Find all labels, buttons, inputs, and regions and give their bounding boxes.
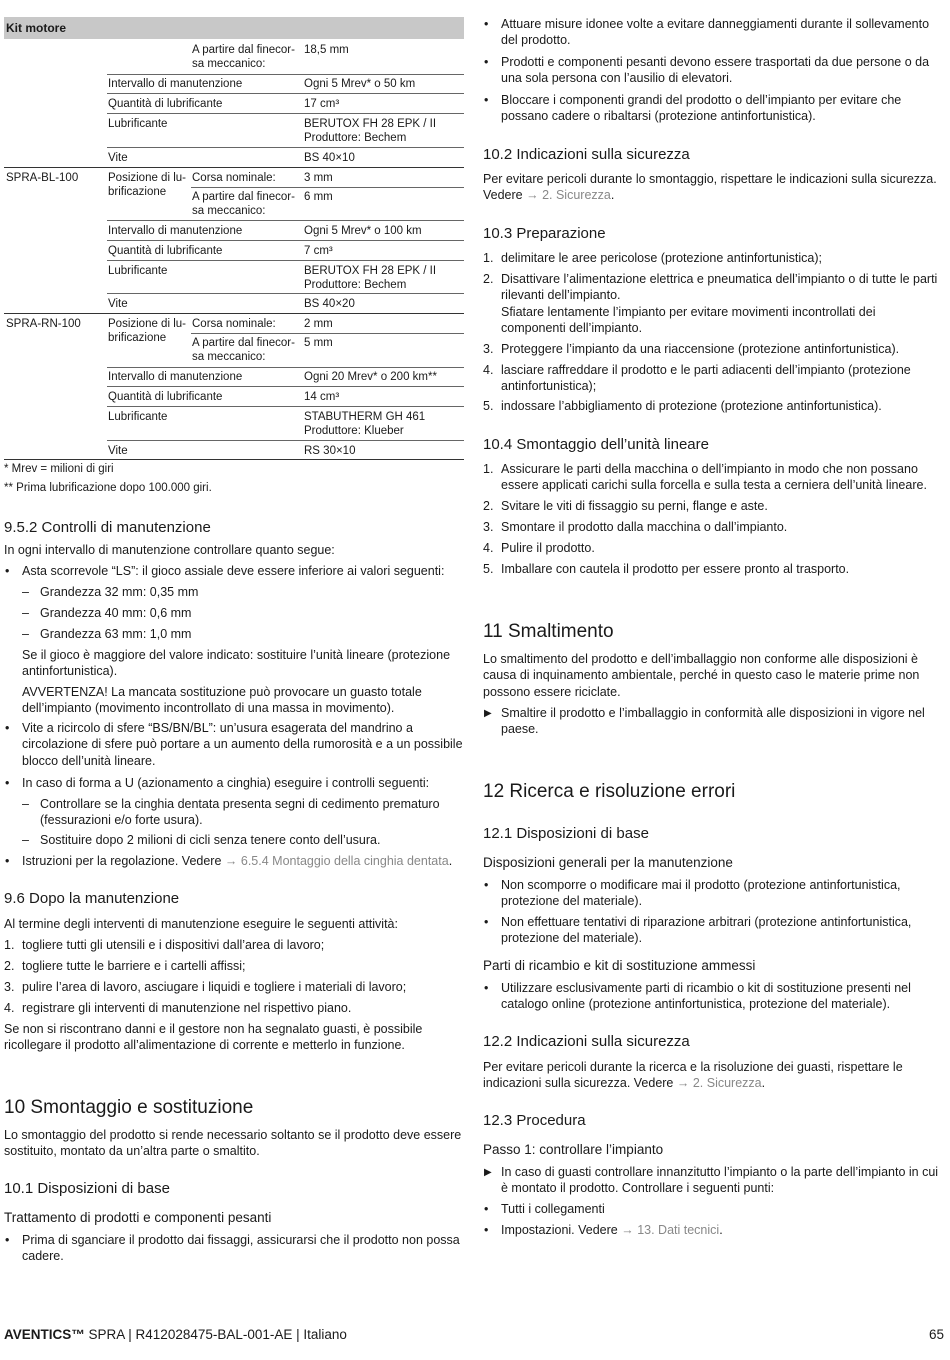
list-item: • Prima di sganciare il prodotto dai fissaggi, assicurarsi che il prodotto non possa cadere. bbox=[5, 1233, 460, 1264]
paragraph: Lo smaltimento del prodotto e dell’imballaggio non conforme alle disposizioni è causa di inquinamento ambientale, perché in questo caso le materie prime non possono essere riciclate. bbox=[483, 652, 920, 699]
list-item: • Bloccare i componenti grandi del prodotto o dell’impianto per evitare che possano cadere o ribaltarsi (protezione antinfortunistica). bbox=[484, 93, 902, 124]
action-item: ▶ Smaltire il prodotto e l’imballaggio in conformità alle disposizioni in vigore nel paese. bbox=[484, 706, 925, 737]
table-cell: Lubrificante bbox=[108, 118, 168, 130]
table-cell: Vite bbox=[108, 152, 128, 164]
list-item: – Grandezza 32 mm: 0,35 mm bbox=[22, 585, 199, 599]
table-cell: Corsa nominale: bbox=[192, 172, 276, 184]
bullet-icon: • bbox=[484, 1202, 489, 1216]
subsection-heading: Trattamento di prodotti e componenti pesanti bbox=[4, 1210, 272, 1225]
list-item: • Attuare misure idonee volte a evitare danneggiamenti durante il sollevamento del prodotto. bbox=[484, 17, 930, 48]
table-footnote: ** Prima lubrificazione dopo 100.000 giri. bbox=[4, 482, 212, 494]
subsection-heading: Disposizioni generali per la manutenzione bbox=[483, 855, 733, 870]
paragraph: Per evitare pericoli durante lo smontaggio, rispettare le indicazioni sulla sicurezza. Vedere → 2. Sicurezza. bbox=[483, 172, 937, 203]
bullet-icon: • bbox=[484, 93, 489, 107]
list-item: 5. Imballare con cautela il prodotto per essere pronto al trasporto. bbox=[483, 562, 850, 576]
section-title: 10.3 Preparazione bbox=[483, 225, 606, 242]
cross-reference-link[interactable]: → 6.5.4 Montaggio della cinghia dentata bbox=[224, 854, 449, 868]
table-cell: Quantità di lubrificante bbox=[108, 391, 223, 403]
bullet-icon: • bbox=[484, 1223, 489, 1237]
list-item: • Vite a ricircolo di sfere “BS/BN/BL”: un’usura esagerata del mandrino a circolazione di sfere può portare a un aumento della rumorosità e a un possibile blocco dell’unità lineare. bbox=[5, 721, 463, 768]
table-cell: 3 mm bbox=[304, 172, 333, 184]
cross-reference-link[interactable]: → 13. Dati tecnici bbox=[621, 1223, 720, 1237]
page-number: 65 bbox=[928, 1327, 944, 1342]
list-item: – Grandezza 63 mm: 1,0 mm bbox=[22, 627, 192, 641]
bullet-icon: • bbox=[484, 878, 489, 892]
table-cell: Produttore: Klueber bbox=[304, 425, 404, 437]
table-cell: Intervallo di manutenzione bbox=[108, 225, 243, 237]
list-item: 3. Proteggere l’impianto da una riaccensione (protezione antinfortunistica). bbox=[483, 342, 900, 356]
paragraph: Lo smontaggio del prodotto si rende necessario soltanto se il prodotto deve essere sostituito, montato da un’altra parte o smaltito. bbox=[4, 1128, 462, 1159]
list-item: • Tutti i collegamenti bbox=[484, 1202, 605, 1216]
chapter-title: 11 Smaltimento bbox=[483, 621, 614, 642]
table-cell: A partire dal finecor-sa meccanico: bbox=[192, 337, 295, 363]
table-cell: Ogni 5 Mrev* o 100 km bbox=[304, 225, 422, 237]
table-cell: Ogni 20 Mrev* o 200 km** bbox=[304, 371, 437, 383]
table-cell: A partire dal finecor-sa meccanico: bbox=[192, 44, 295, 70]
list-item: 2. Svitare le viti di fissaggio su perni, flange e aste. bbox=[483, 499, 768, 513]
action-item: ▶ In caso di guasti controllare innanzitutto l’impianto o la parte dell’impianto in cui è montato il prodotto. Controllare i seguenti punti: bbox=[484, 1165, 939, 1196]
table-cell: Vite bbox=[108, 298, 128, 310]
table-cell: Intervallo di manutenzione bbox=[108, 371, 243, 383]
subsection-heading: Parti di ricambio e kit di sostituzione ammessi bbox=[483, 958, 756, 973]
section-title: 10.1 Disposizioni di base bbox=[4, 1180, 170, 1197]
list-item: 3. pulire l’area di lavoro, asciugare i liquidi e togliere i materiali di lavoro; bbox=[4, 980, 407, 994]
table-cell: Produttore: Bechem bbox=[304, 132, 407, 144]
list-item: – Sostituire dopo 2 milioni di cicli senza tenere conto dell’usura. bbox=[22, 833, 381, 847]
dash-icon: – bbox=[22, 606, 29, 620]
dash-icon: – bbox=[22, 797, 29, 811]
table-cell: Posizione di lu-brificazione bbox=[108, 318, 186, 344]
table-header: Kit motore bbox=[4, 17, 464, 39]
table-cell: 7 cm³ bbox=[304, 245, 333, 257]
section-title: 9.5.2 Controlli di manutenzione bbox=[4, 519, 211, 536]
paragraph: Per evitare pericoli durante la ricerca e la risoluzione dei guasti, rispettare le indicazioni sulla sicurezza. Vedere → 2. Sicurezza. bbox=[483, 1060, 903, 1091]
chapter-title: 12 Ricerca e risoluzione errori bbox=[483, 781, 736, 802]
list-item: 2. Disattivare l’alimentazione elettrica e pneumatica dell’impianto o di tutte le parti rilevanti dell’impianto. Sfiatare lentamente l’impianto per evitare movimenti incontrollati dei componenti dell’impianto. bbox=[483, 272, 938, 335]
warning-paragraph: AVVERTENZA! La mancata sostituzione può provocare un guasto totale dell’impianto (movimento incontrollato di una massa in movimento). bbox=[22, 685, 422, 716]
table-cell: 17 cm³ bbox=[304, 98, 340, 110]
table-cell: Ogni 5 Mrev* o 50 km bbox=[304, 78, 416, 90]
list-item: • Non effettuare tentativi di riparazione arbitrari (protezione antinfortunistica, protezione del materiale). bbox=[484, 915, 912, 946]
table-cell: Produttore: Bechem bbox=[304, 279, 407, 291]
cross-reference-link[interactable]: → 2. Sicurezza bbox=[526, 188, 611, 203]
table-cell: Intervallo di manutenzione bbox=[108, 78, 243, 90]
table-cell: BS 40×10 bbox=[304, 152, 355, 164]
table-cell: Posizione di lu-brificazione bbox=[108, 172, 186, 198]
section-title: 10.2 Indicazioni sulla sicurezza bbox=[483, 146, 690, 163]
bullet-icon: • bbox=[5, 776, 10, 790]
table-cell: Quantità di lubrificante bbox=[108, 98, 223, 110]
table-cell: 14 cm³ bbox=[304, 391, 340, 403]
list-item: 1. delimitare le aree pericolose (protezione antinfortunistica); bbox=[483, 251, 822, 265]
table-cell-model: SPRA-BL-100 bbox=[6, 172, 79, 184]
table-cell: Lubrificante bbox=[108, 265, 168, 277]
bullet-icon: • bbox=[484, 981, 489, 995]
list-item: • Non scomporre o modificare mai il prodotto (protezione antinfortunistica, protezione del materiale). bbox=[484, 878, 901, 909]
list-item: 1. Assicurare le parti della macchina o dell’impianto in modo che non possano essere applicati carichi sulla forcella e sulla testa a cerniera dell’unità lineare. bbox=[483, 462, 927, 493]
page-footer: AVENTICS™ SPRA | R412028475-BAL-001-AE | Italiano bbox=[4, 1327, 347, 1342]
section-title: 12.2 Indicazioni sulla sicurezza bbox=[483, 1033, 690, 1050]
list-item: • Impostazioni. Vedere → 13. Dati tecnici. bbox=[484, 1223, 723, 1237]
section-title: 10.4 Smontaggio dell’unità lineare bbox=[483, 436, 709, 453]
table-cell: STABUTHERM GH 461 bbox=[304, 411, 426, 423]
table-cell: Vite bbox=[108, 445, 128, 457]
table-cell: Corsa nominale: bbox=[192, 318, 276, 330]
bullet-icon: • bbox=[484, 17, 489, 31]
list-item: 5. indossare l’abbigliamento di protezione (protezione antinfortunistica). bbox=[483, 399, 882, 413]
cross-reference-link[interactable]: → 2. Sicurezza bbox=[676, 1076, 762, 1091]
table-cell: BERUTOX FH 28 EPK / II bbox=[304, 265, 437, 277]
paragraph: Al termine degli interventi di manutenzione eseguire le seguenti attività: bbox=[4, 917, 398, 931]
table-cell: 2 mm bbox=[304, 318, 333, 330]
action-arrow-icon: ▶ bbox=[484, 708, 492, 719]
bullet-icon: • bbox=[484, 55, 489, 69]
list-item: • Istruzioni per la regolazione. Vedere → 6.5.4 Montaggio della cinghia dentata. bbox=[5, 854, 453, 868]
bullet-icon: • bbox=[5, 721, 10, 735]
bullet-icon: • bbox=[5, 854, 10, 868]
list-item: • In caso di forma a U (azionamento a cinghia) eseguire i controlli seguenti: bbox=[5, 776, 430, 790]
paragraph: In ogni intervallo di manutenzione controllare quanto segue: bbox=[4, 543, 335, 557]
warning-label: AVVERTENZA! bbox=[22, 685, 108, 699]
list-item: • Prodotti e componenti pesanti devono essere trasportati da due persone o da una sola persona con l’ausilio di elevatori. bbox=[484, 55, 930, 86]
list-item: • Asta scorrevole “LS”: il gioco assiale deve essere inferiore ai valori seguenti: bbox=[5, 564, 445, 578]
table-cell: 18,5 mm bbox=[304, 44, 349, 56]
section-title: 12.3 Procedura bbox=[483, 1112, 586, 1129]
table-cell: 6 mm bbox=[304, 191, 333, 203]
table-cell: BERUTOX FH 28 EPK / II bbox=[304, 118, 437, 130]
paragraph: Se non si riscontrano danni e il gestore non ha segnalato guasti, è possibile ricollegare il prodotto all’alimentazione di corrente e metterlo in funzione. bbox=[4, 1022, 423, 1053]
dash-icon: – bbox=[22, 627, 29, 641]
table-cell: BS 40×20 bbox=[304, 298, 355, 310]
table-cell: RS 30×10 bbox=[304, 445, 356, 457]
table-cell: Lubrificante bbox=[108, 411, 168, 423]
subsection-heading: Passo 1: controllare l’impianto bbox=[483, 1142, 664, 1157]
bullet-icon: • bbox=[484, 915, 489, 929]
table-cell: A partire dal finecor-sa meccanico: bbox=[192, 191, 295, 217]
action-arrow-icon: ▶ bbox=[484, 1167, 492, 1178]
list-item: 4. lasciare raffreddare il prodotto e le parti adiacenti dell’impianto (protezione antinfortunistica); bbox=[483, 363, 911, 394]
list-item: • Utilizzare esclusivamente parti di ricambio o kit di sostituzione presenti nel catalogo online (protezione antinfortunistica, protezione del materiale). bbox=[484, 981, 911, 1012]
list-item: 1. togliere tutti gli utensili e i dispositivi dall’area di lavoro; bbox=[4, 938, 325, 952]
list-item: – Controllare se la cinghia dentata presenta segni di cedimento prematuro (fessurazioni e/o forte usura). bbox=[22, 797, 440, 828]
brand-name: AVENTICS™ bbox=[4, 1327, 85, 1342]
section-title: 9.6 Dopo la manutenzione bbox=[4, 890, 180, 907]
table-cell: Quantità di lubrificante bbox=[108, 245, 223, 257]
paragraph: Se il gioco è maggiore del valore indicato: sostituire l’unità lineare (protezione antinfortunistica). bbox=[22, 648, 451, 679]
table-cell-model: SPRA-RN-100 bbox=[6, 318, 81, 330]
list-item: 4. registrare gli interventi di manutenzione nel rispettivo piano. bbox=[4, 1001, 352, 1015]
bullet-icon: • bbox=[5, 1233, 10, 1247]
dash-icon: – bbox=[22, 833, 29, 847]
table-cell: 5 mm bbox=[304, 337, 333, 349]
bullet-icon: • bbox=[5, 564, 10, 578]
section-title: 12.1 Disposizioni di base bbox=[483, 825, 649, 842]
list-item: 2. togliere tutte le barriere e i cartelli affissi; bbox=[4, 959, 246, 973]
dash-icon: – bbox=[22, 585, 29, 599]
chapter-title: 10 Smontaggio e sostituzione bbox=[4, 1097, 254, 1118]
table-footnote: * Mrev = milioni di giri bbox=[4, 463, 114, 475]
list-item: – Grandezza 40 mm: 0,6 mm bbox=[22, 606, 192, 620]
list-item: 3. Smontare il prodotto dalla macchina o dall’impianto. bbox=[483, 520, 788, 534]
list-item: 4. Pulire il prodotto. bbox=[483, 541, 595, 555]
